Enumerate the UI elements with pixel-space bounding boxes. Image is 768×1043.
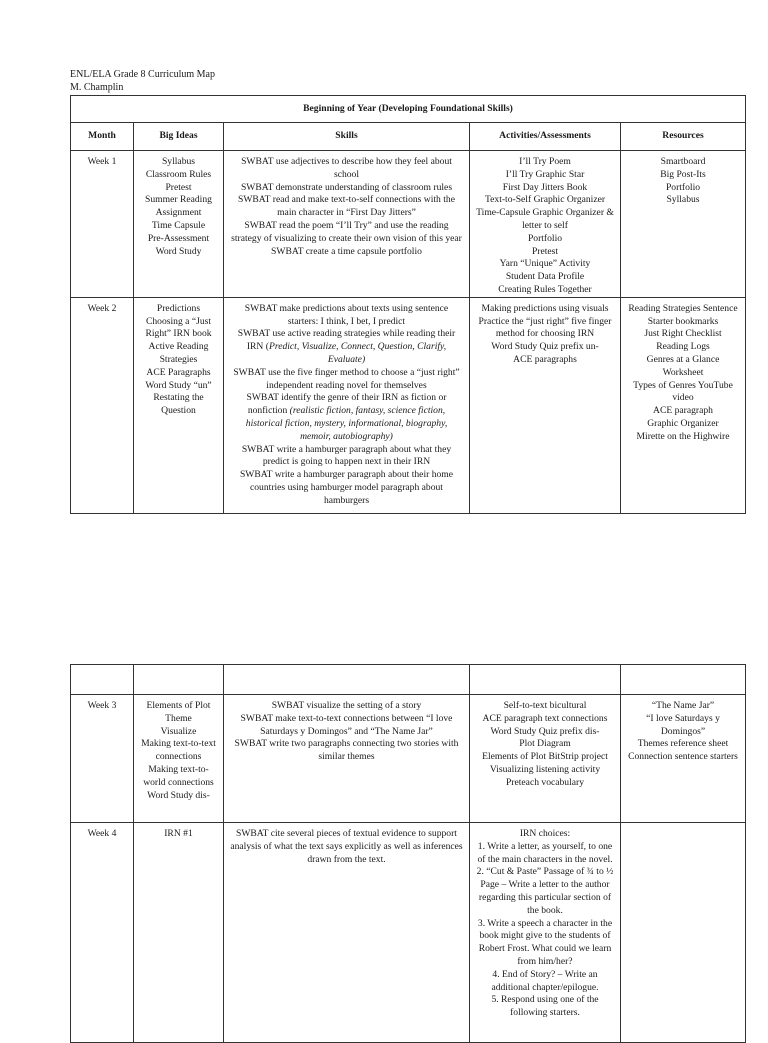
table-row-week4 bbox=[71, 823, 746, 1043]
table-row-week2 bbox=[71, 297, 746, 513]
week2-resources bbox=[621, 297, 746, 513]
cell-line: Practice the “just right” five finger bbox=[478, 315, 612, 327]
column-header-row bbox=[71, 123, 746, 151]
cell-line: Portfolio bbox=[665, 181, 701, 193]
cell-line: historical fiction, mystery, informational, biography, bbox=[245, 417, 448, 429]
cell-line: Domingos” bbox=[660, 725, 706, 737]
cell-line: Types of Genres YouTube bbox=[633, 379, 733, 391]
column-header-big-ideas: Big Ideas bbox=[134, 123, 224, 151]
cell-line: SWBAT read the poem “I’ll Try” and use the reading bbox=[244, 219, 449, 231]
cell-line: Starter bookmarks bbox=[647, 315, 719, 327]
cell-line: Time Capsule bbox=[151, 219, 206, 231]
curriculum-table-2 bbox=[70, 664, 746, 1043]
cell-line: Word Study Quiz prefix un- bbox=[491, 341, 599, 353]
cell-line: Robert Frost. What could we learn bbox=[478, 943, 612, 955]
cell-line: method for choosing IRN bbox=[495, 328, 595, 340]
cell-line: Smartboard bbox=[660, 156, 706, 167]
cell-line: following starters. bbox=[510, 1007, 580, 1019]
cell-line: Worksheet bbox=[662, 366, 704, 378]
cell-line: Yarn “Unique” Activity bbox=[499, 258, 591, 270]
cell-line: Preteach vocabulary bbox=[505, 776, 585, 788]
week3-month: Week 3 bbox=[71, 695, 134, 823]
cell-line: Plot Diagram bbox=[519, 738, 571, 750]
cell-line: ACE Paragraphs bbox=[146, 366, 211, 378]
document-author: M. Champlin bbox=[70, 82, 124, 93]
cell-line: starters: I think, I bet, I predict bbox=[287, 315, 406, 327]
week2-month: Week 2 bbox=[71, 297, 134, 513]
cell-line: SWBAT use the five finger method to choose a “just right” bbox=[233, 366, 460, 378]
week2-activities bbox=[470, 297, 621, 513]
cell-line: SWBAT write two paragraphs connecting two stories with bbox=[234, 738, 459, 750]
cell-line: ACE paragraphs bbox=[513, 353, 577, 365]
table-banner: Beginning of Year (Developing Foundational Skills) bbox=[71, 96, 746, 123]
cell-line: Classroom Rules bbox=[145, 168, 212, 180]
cell-line: Making predictions using visuals bbox=[481, 302, 609, 314]
cell-line: IRN #1 bbox=[164, 828, 193, 839]
cell-line: Active Reading bbox=[148, 341, 209, 353]
cell-line: school bbox=[333, 168, 360, 180]
cell-line: Syllabus bbox=[666, 194, 700, 206]
week1-activities bbox=[470, 151, 621, 298]
cell-line: Making text-to-text bbox=[141, 738, 216, 750]
cell-line: Right” IRN book bbox=[145, 328, 212, 340]
cell-line: 3. Write a speech a character in the bbox=[477, 917, 613, 929]
cell-line: Themes reference sheet bbox=[637, 738, 729, 750]
cell-line: Elements of Plot bbox=[146, 700, 211, 711]
cell-line: world connections bbox=[143, 776, 214, 788]
column-header-month: Month bbox=[71, 123, 134, 151]
cell-line: SWBAT write a hamburger paragraph about what they bbox=[241, 443, 452, 455]
cell-line: IRN choices: bbox=[519, 828, 571, 839]
cell-line: from him/her? bbox=[517, 955, 573, 967]
cell-line: Theme bbox=[165, 712, 192, 724]
week1-month: Week 1 bbox=[71, 151, 134, 298]
cell-line: SWBAT write a hamburger paragraph about their home bbox=[239, 469, 454, 481]
cell-line: strategy of visualizing to create their own vision of this year bbox=[231, 232, 462, 244]
cell-line: memoir, autobiography) bbox=[300, 430, 393, 442]
cell-line: of the main characters in the novel. bbox=[477, 853, 613, 865]
week4-activities bbox=[470, 823, 621, 1043]
week4-month: Week 4 bbox=[71, 823, 134, 1043]
cell-line: book might give to the students of bbox=[479, 930, 611, 942]
cell-line: Creating Rules Together bbox=[498, 283, 592, 295]
cell-line: Just Right Checklist bbox=[644, 328, 722, 340]
cell-line: SWBAT demonstrate understanding of classroom rules bbox=[240, 181, 453, 193]
cell-line: 5. Respond using one of the bbox=[491, 994, 599, 1006]
cell-line: Saturdays y Domingos” and “The Name Jar” bbox=[260, 725, 433, 737]
cell-line: predict is going to happen next in their IRN bbox=[262, 456, 431, 468]
cell-line: SWBAT identify the genre of their IRN as fiction or bbox=[246, 392, 447, 404]
cell-line: 4. End of Story? – Write an bbox=[492, 968, 598, 980]
cell-line: Word Study Quiz prefix dis- bbox=[490, 725, 600, 737]
week3-resources bbox=[621, 695, 746, 823]
week4-skills bbox=[224, 823, 470, 1043]
week3-skills bbox=[224, 695, 470, 823]
week2-big-ideas bbox=[134, 297, 224, 513]
cell-line: hamburgers bbox=[323, 494, 370, 506]
cell-line: the book. bbox=[527, 904, 563, 916]
cell-line: regarding this particular section of bbox=[478, 891, 612, 903]
cell-line: Time-Capsule Graphic Organizer & bbox=[476, 207, 614, 219]
cell-line: countries using hamburger model paragraph about bbox=[250, 481, 443, 493]
cell-line: Word Study dis- bbox=[147, 789, 210, 801]
cell-line: Assignment bbox=[155, 207, 202, 219]
cell-line: Graphic Organizer bbox=[647, 417, 719, 429]
blank-header-row bbox=[71, 665, 746, 695]
cell-line: Self-to-text bicultural bbox=[503, 700, 587, 711]
cell-line: 1. Write a letter, as yourself, to one bbox=[477, 840, 613, 852]
table-row-week1 bbox=[71, 151, 746, 298]
cell-line: Word Study “un” bbox=[145, 379, 212, 391]
cell-line: independent reading novel for themselves bbox=[266, 379, 427, 391]
cell-line: ACE paragraph text connections bbox=[482, 712, 608, 724]
week3-big-ideas bbox=[134, 695, 224, 823]
cell-line: I’ll Try Poem bbox=[519, 156, 571, 167]
cell-line: First Day Jitters Book bbox=[502, 181, 588, 193]
cell-line: Syllabus bbox=[161, 156, 196, 167]
cell-line: additional chapter/epilogue. bbox=[491, 981, 599, 993]
week4-resources bbox=[621, 823, 746, 1043]
document-title: ENL/ELA Grade 8 Curriculum Map bbox=[70, 69, 215, 80]
column-header-activities: Activities/Assessments bbox=[470, 123, 621, 151]
cell-line: SWBAT make predictions about texts using sentence bbox=[244, 302, 449, 314]
cell-line: video bbox=[672, 392, 694, 404]
cell-line: Summer Reading bbox=[145, 194, 212, 206]
week4-big-ideas bbox=[134, 823, 224, 1043]
cell-line: connections bbox=[155, 751, 202, 763]
cell-line: similar themes bbox=[318, 751, 375, 763]
cell-line: 2. “Cut & Paste” Passage of ¾ to ½ bbox=[476, 866, 614, 878]
cell-line: Question bbox=[161, 405, 196, 417]
cell-line: Portfolio bbox=[527, 232, 563, 244]
document-header bbox=[70, 68, 215, 94]
cell-line: SWBAT use adjectives to describe how they feel about bbox=[241, 156, 452, 167]
table-row-week3 bbox=[71, 695, 746, 823]
cell-line: drawn from the text. bbox=[307, 853, 386, 865]
cell-line: “The Name Jar” bbox=[651, 700, 715, 711]
cell-line: Student Data Profile bbox=[505, 271, 585, 283]
cell-line: “I love Saturdays y bbox=[646, 712, 720, 724]
cell-line: Strategies bbox=[159, 353, 198, 365]
cell-line: letter to self bbox=[522, 219, 568, 231]
curriculum-table-1 bbox=[70, 95, 746, 514]
cell-line: Word Study bbox=[155, 245, 202, 257]
cell-line: ACE paragraph bbox=[653, 405, 713, 417]
week3-activities bbox=[470, 695, 621, 823]
cell-line: Restating the bbox=[153, 392, 204, 404]
cell-line: SWBAT cite several pieces of textual evidence to support bbox=[236, 828, 457, 839]
cell-line: Making text-to- bbox=[148, 763, 209, 775]
week1-big-ideas bbox=[134, 151, 224, 298]
cell-line: Pretest bbox=[531, 245, 559, 257]
week1-skills bbox=[224, 151, 470, 298]
cell-line: Page – Write a letter to the author bbox=[480, 879, 610, 891]
cell-line: SWBAT make text-to-text connections between “I love bbox=[240, 712, 453, 724]
cell-line: Big Post-Its bbox=[660, 168, 706, 180]
cell-line: Connection sentence starters bbox=[628, 751, 738, 763]
column-header-skills: Skills bbox=[224, 123, 470, 151]
cell-line: Visualize bbox=[160, 725, 197, 737]
cell-line: Choosing a “Just bbox=[145, 315, 212, 327]
cell-line: SWBAT use active reading strategies while reading their bbox=[237, 328, 456, 340]
week2-skills: SWBAT make predictions about texts using sentence starters: I think, I bet, I predict SWBAT use active reading strategies while reading their IRN (Predict, Visualize, Connect, Question, Clarify, Evaluate) SWBAT use the five finger method to choose a “just right” independent reading novel for themselves SWBAT identify the genre of their IRN as fiction or nonfiction (realistic fiction, fantasy, science fiction, historical fiction, mystery, informational, biography, memoir, autobiography) SWBAT write a hamburger paragraph about what they predict is going to happen next in their IRN SWBAT write a hamburger paragraph about their home countries using hamburger model paragraph about hamburgers bbox=[224, 297, 470, 513]
cell-line: Reading Strategies Sentence bbox=[628, 302, 738, 314]
cell-line: Visualizing listening activity bbox=[489, 763, 601, 775]
cell-line: Elements of Plot BitStrip project bbox=[482, 751, 608, 763]
cell-line: Pretest bbox=[165, 181, 192, 193]
cell-line: SWBAT read and make text-to-self connections with the bbox=[238, 194, 455, 206]
cell-line: Pre-Assessment bbox=[147, 232, 210, 244]
column-header-resources: Resources bbox=[621, 123, 746, 151]
cell-line: Reading Logs bbox=[656, 341, 710, 353]
week1-resources bbox=[621, 151, 746, 298]
cell-line: main character in “First Day Jitters” bbox=[277, 207, 416, 219]
cell-line: SWBAT create a time capsule portfolio bbox=[271, 245, 422, 257]
cell-line: Mirette on the Highwire bbox=[636, 430, 730, 442]
cell-line: SWBAT visualize the setting of a story bbox=[271, 700, 422, 711]
cell-line: I’ll Try Graphic Star bbox=[505, 168, 585, 180]
cell-line: Text-to-Self Graphic Organizer bbox=[484, 194, 606, 206]
cell-line: analysis of what the text says explicitly as well as inferences bbox=[230, 840, 463, 852]
cell-line: Predictions bbox=[156, 302, 201, 314]
cell-line: Genres at a Glance bbox=[646, 353, 720, 365]
